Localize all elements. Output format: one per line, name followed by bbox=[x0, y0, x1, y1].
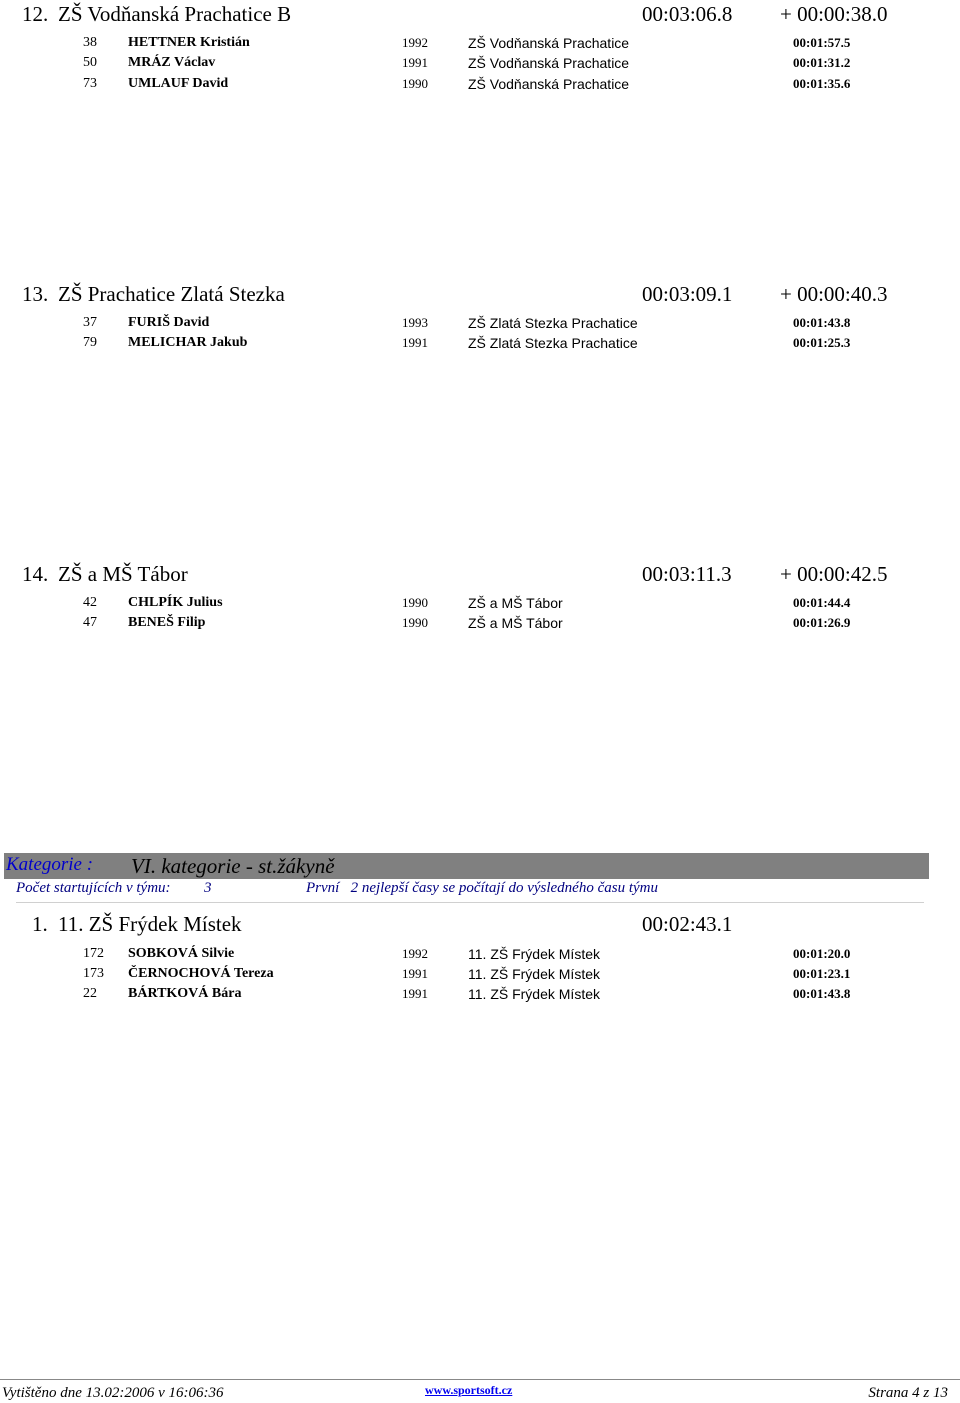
start-number: 173 bbox=[83, 966, 104, 981]
team-time: 00:03:11.3 bbox=[642, 562, 732, 586]
athlete-name: UMLAUF David bbox=[128, 76, 229, 91]
birth-year: 1993 bbox=[402, 315, 428, 330]
member-row bbox=[0, 55, 900, 75]
member-row bbox=[0, 615, 900, 635]
athlete-time: 00:01:43.8 bbox=[793, 315, 851, 330]
category-info bbox=[16, 880, 926, 902]
school-name: 11. ZŠ Frýdek Místek bbox=[468, 966, 600, 982]
athlete-time: 00:01:23.1 bbox=[793, 966, 851, 981]
member-row bbox=[0, 76, 900, 96]
birth-year: 1991 bbox=[402, 335, 428, 350]
school-name: ZŠ Vodňanská Prachatice bbox=[468, 35, 630, 51]
birth-year: 1991 bbox=[402, 986, 428, 1001]
athlete-name: BÁRTKOVÁ Bára bbox=[128, 986, 242, 1001]
school-name: ZŠ a MŠ Tábor bbox=[468, 595, 563, 611]
team-name: ZŠ a MŠ Tábor bbox=[58, 562, 188, 586]
team-rank: 13. bbox=[22, 282, 49, 306]
start-number: 47 bbox=[83, 615, 97, 630]
start-number: 38 bbox=[83, 35, 97, 50]
athlete-time: 00:01:31.2 bbox=[793, 55, 851, 70]
member-row bbox=[0, 946, 900, 966]
page-footer bbox=[0, 1385, 960, 1403]
page-number: Strana 4 z 13 bbox=[868, 1385, 948, 1401]
start-number: 79 bbox=[83, 335, 97, 350]
school-name: ZŠ Zlatá Stezka Prachatice bbox=[468, 315, 638, 331]
team-rank: 14. bbox=[22, 562, 49, 586]
team-rank: 1. bbox=[32, 912, 48, 936]
school-name: 11. ZŠ Frýdek Místek bbox=[468, 986, 600, 1002]
team-diff: + 00:00:38.0 bbox=[780, 2, 888, 26]
athlete-time: 00:01:25.3 bbox=[793, 335, 851, 350]
start-number: 42 bbox=[83, 595, 97, 610]
athlete-time: 00:01:35.6 bbox=[793, 76, 851, 91]
school-name: ZŠ a MŠ Tábor bbox=[468, 615, 563, 631]
category-name: VI. kategorie - st.žákyně bbox=[131, 854, 335, 878]
athlete-time: 00:01:26.9 bbox=[793, 615, 851, 630]
team-time: 00:03:09.1 bbox=[642, 282, 733, 306]
athlete-name: MRÁZ Václav bbox=[128, 55, 216, 70]
athlete-time: 00:01:43.8 bbox=[793, 986, 851, 1001]
scoring-rule: První 2 nejlepší časy se počítají do výsledného času týmu bbox=[306, 880, 658, 896]
start-number: 172 bbox=[83, 946, 104, 961]
team-header bbox=[22, 912, 922, 938]
team-name: 11. ZŠ Frýdek Místek bbox=[58, 912, 242, 936]
athlete-time: 00:01:20.0 bbox=[793, 946, 851, 961]
school-name: ZŠ Vodňanská Prachatice bbox=[468, 55, 630, 71]
team-header bbox=[22, 2, 922, 28]
team-header bbox=[22, 282, 922, 308]
birth-year: 1991 bbox=[402, 966, 428, 981]
member-row bbox=[0, 335, 900, 355]
start-number: 37 bbox=[83, 315, 97, 330]
birth-year: 1991 bbox=[402, 55, 428, 70]
start-number: 73 bbox=[83, 76, 97, 91]
birth-year: 1992 bbox=[402, 946, 428, 961]
starters-count: 3 bbox=[204, 880, 212, 896]
team-name: ZŠ Vodňanská Prachatice B bbox=[58, 2, 292, 26]
member-row bbox=[0, 315, 900, 335]
athlete-name: CHLPÍK Julius bbox=[128, 595, 223, 610]
category-label: Kategorie : bbox=[6, 854, 94, 875]
school-name: ZŠ Zlatá Stezka Prachatice bbox=[468, 335, 638, 351]
birth-year: 1992 bbox=[402, 35, 428, 50]
team-rank: 12. bbox=[22, 2, 49, 26]
member-row bbox=[0, 595, 900, 615]
athlete-name: ČERNOCHOVÁ Tereza bbox=[128, 966, 274, 981]
athlete-name: MELICHAR Jakub bbox=[128, 335, 248, 350]
team-time: 00:03:06.8 bbox=[642, 2, 733, 26]
birth-year: 1990 bbox=[402, 76, 428, 91]
team-time: 00:02:43.1 bbox=[642, 912, 733, 936]
athlete-name: FURIŠ David bbox=[128, 315, 210, 330]
birth-year: 1990 bbox=[402, 595, 428, 610]
school-name: 11. ZŠ Frýdek Místek bbox=[468, 946, 600, 962]
category-bar bbox=[4, 853, 929, 879]
member-row bbox=[0, 986, 900, 1006]
member-row bbox=[0, 966, 900, 986]
team-diff: + 00:00:40.3 bbox=[780, 282, 888, 306]
starters-label: Počet startujících v týmu: bbox=[16, 880, 171, 896]
athlete-time: 00:01:57.5 bbox=[793, 35, 851, 50]
athlete-name: BENEŠ Filip bbox=[128, 615, 206, 630]
athlete-time: 00:01:44.4 bbox=[793, 595, 851, 610]
divider bbox=[16, 902, 924, 903]
team-header bbox=[22, 562, 922, 588]
team-name: ZŠ Prachatice Zlatá Stezka bbox=[58, 282, 285, 306]
school-name: ZŠ Vodňanská Prachatice bbox=[468, 76, 630, 92]
athlete-name: HETTNER Kristián bbox=[128, 35, 250, 50]
print-timestamp: Vytištěno dne 13.02:2006 v 16:06:36 bbox=[2, 1385, 224, 1401]
start-number: 22 bbox=[83, 986, 97, 1001]
footer-divider bbox=[0, 1379, 960, 1380]
member-row bbox=[0, 35, 900, 55]
website-link[interactable]: www.sportsoft.cz bbox=[425, 1383, 513, 1397]
athlete-name: SOBKOVÁ Silvie bbox=[128, 946, 235, 961]
birth-year: 1990 bbox=[402, 615, 428, 630]
start-number: 50 bbox=[83, 55, 97, 70]
team-diff: + 00:00:42.5 bbox=[780, 562, 888, 586]
